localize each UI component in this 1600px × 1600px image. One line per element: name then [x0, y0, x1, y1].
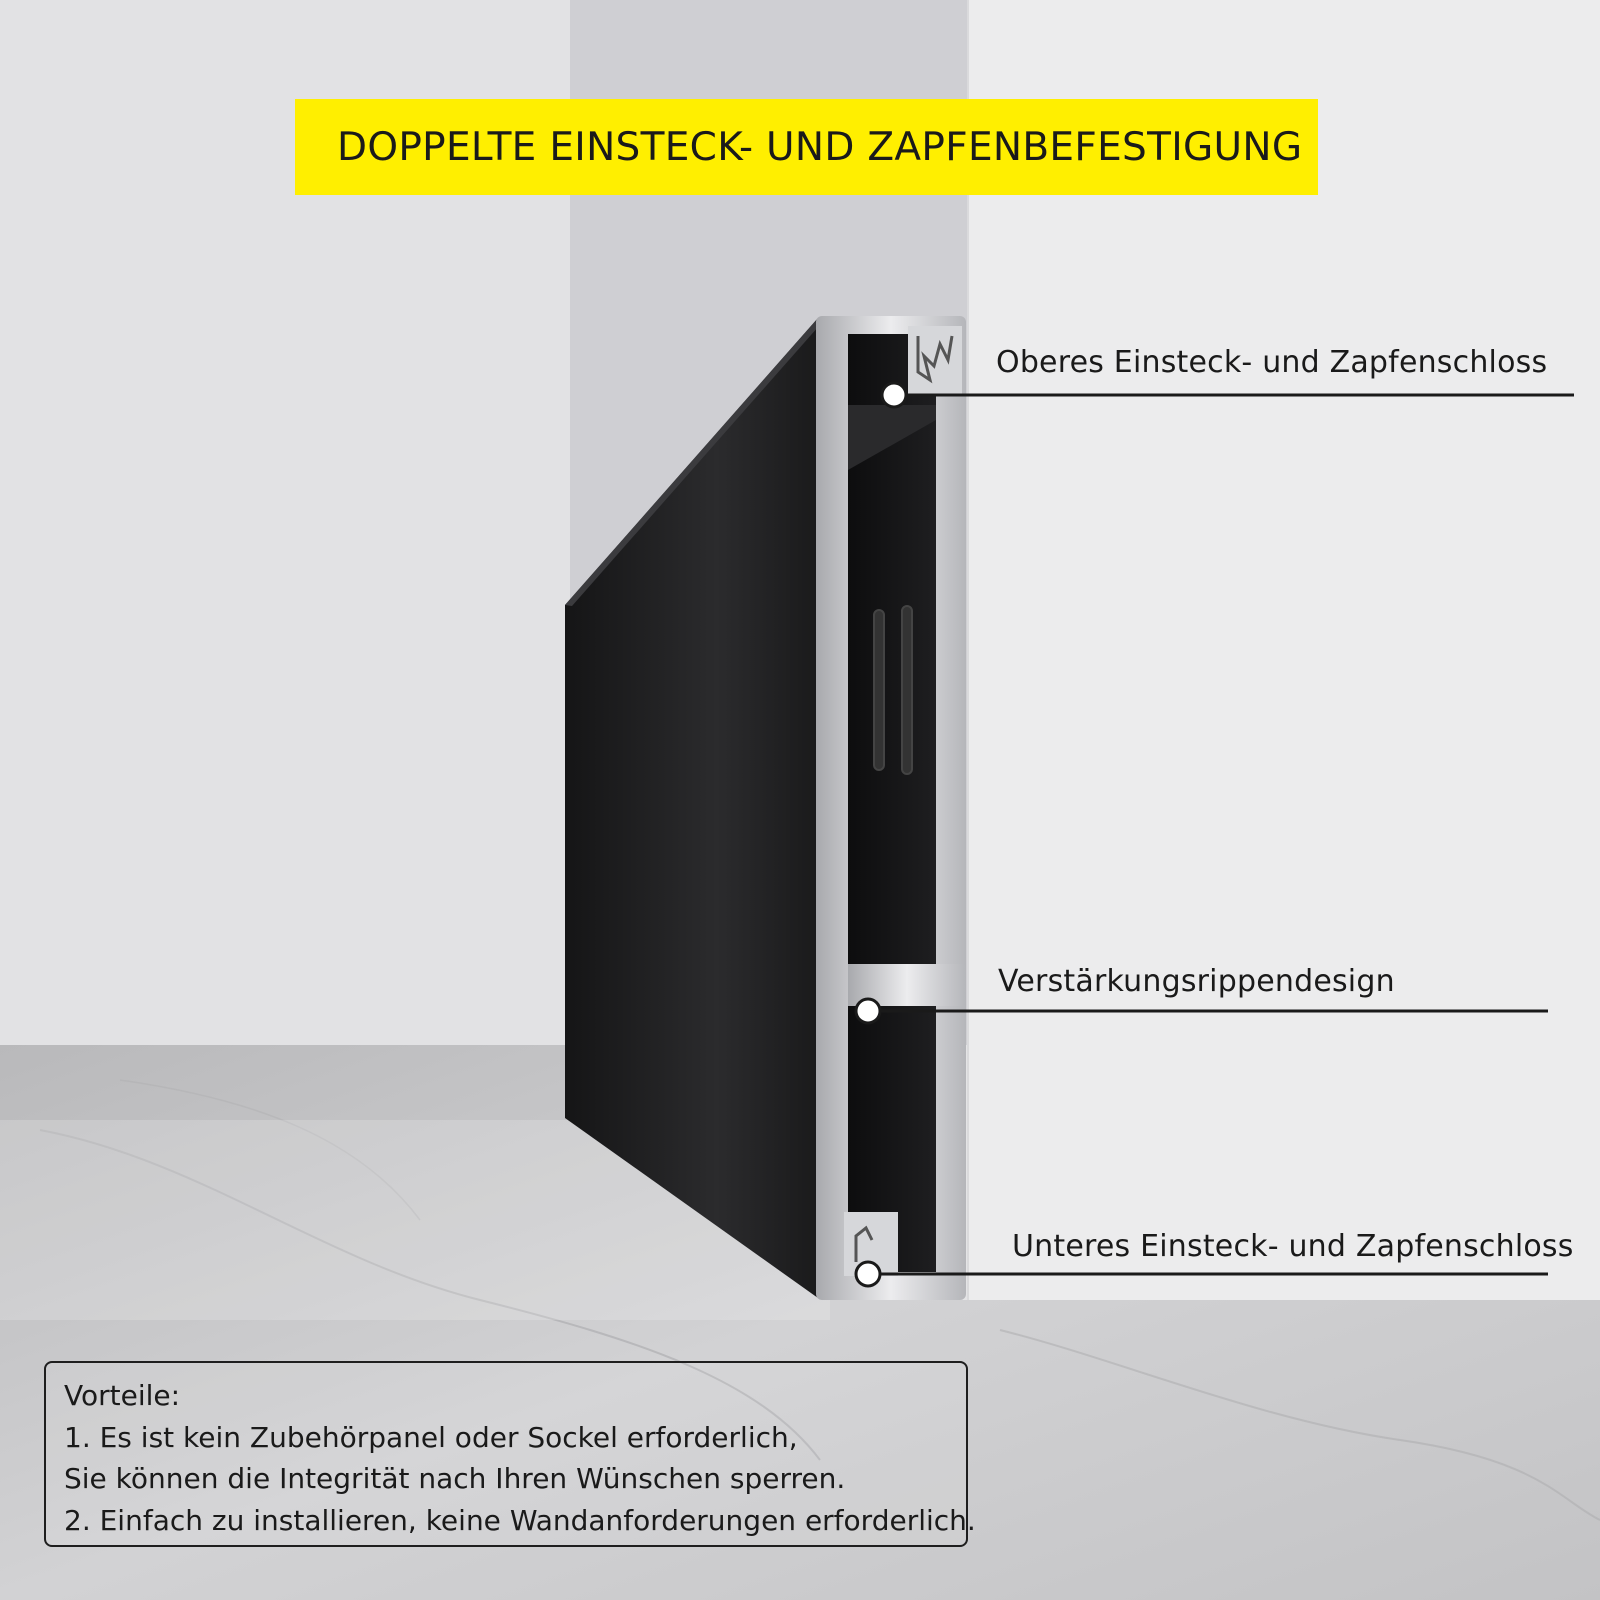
- mounting-slot: [902, 606, 912, 774]
- mounting-slot: [874, 610, 884, 770]
- right-wall: [968, 0, 1600, 1300]
- callout-dot-upper: [882, 383, 906, 407]
- benefits-line-3: 2. Einfach zu installieren, keine Wandanforderungen erforderlich.: [64, 1503, 976, 1537]
- callout-upper-lock: Oberes Einsteck- und Zapfenschloss: [996, 345, 1548, 380]
- page-title: DOPPELTE EINSTECK- UND ZAPFENBEFESTIGUNG: [337, 124, 1303, 170]
- callout-lower-lock: Unteres Einsteck- und Zapfenschloss: [1012, 1229, 1574, 1264]
- benefits-line-1: 1. Es ist kein Zubehörpanel oder Sockel erforderlich,: [64, 1420, 798, 1454]
- callout-dot-rib: [856, 999, 880, 1023]
- callout-rib-design: Verstärkungsrippendesign: [998, 964, 1395, 999]
- title-banner: [295, 99, 1318, 195]
- benefits-heading: Vorteile:: [64, 1379, 181, 1412]
- benefits-line-2: Sie können die Integrität nach Ihren Wünschen sperren.: [64, 1462, 846, 1495]
- benefits-box: [44, 1361, 976, 1547]
- callout-dot-lower: [856, 1262, 880, 1286]
